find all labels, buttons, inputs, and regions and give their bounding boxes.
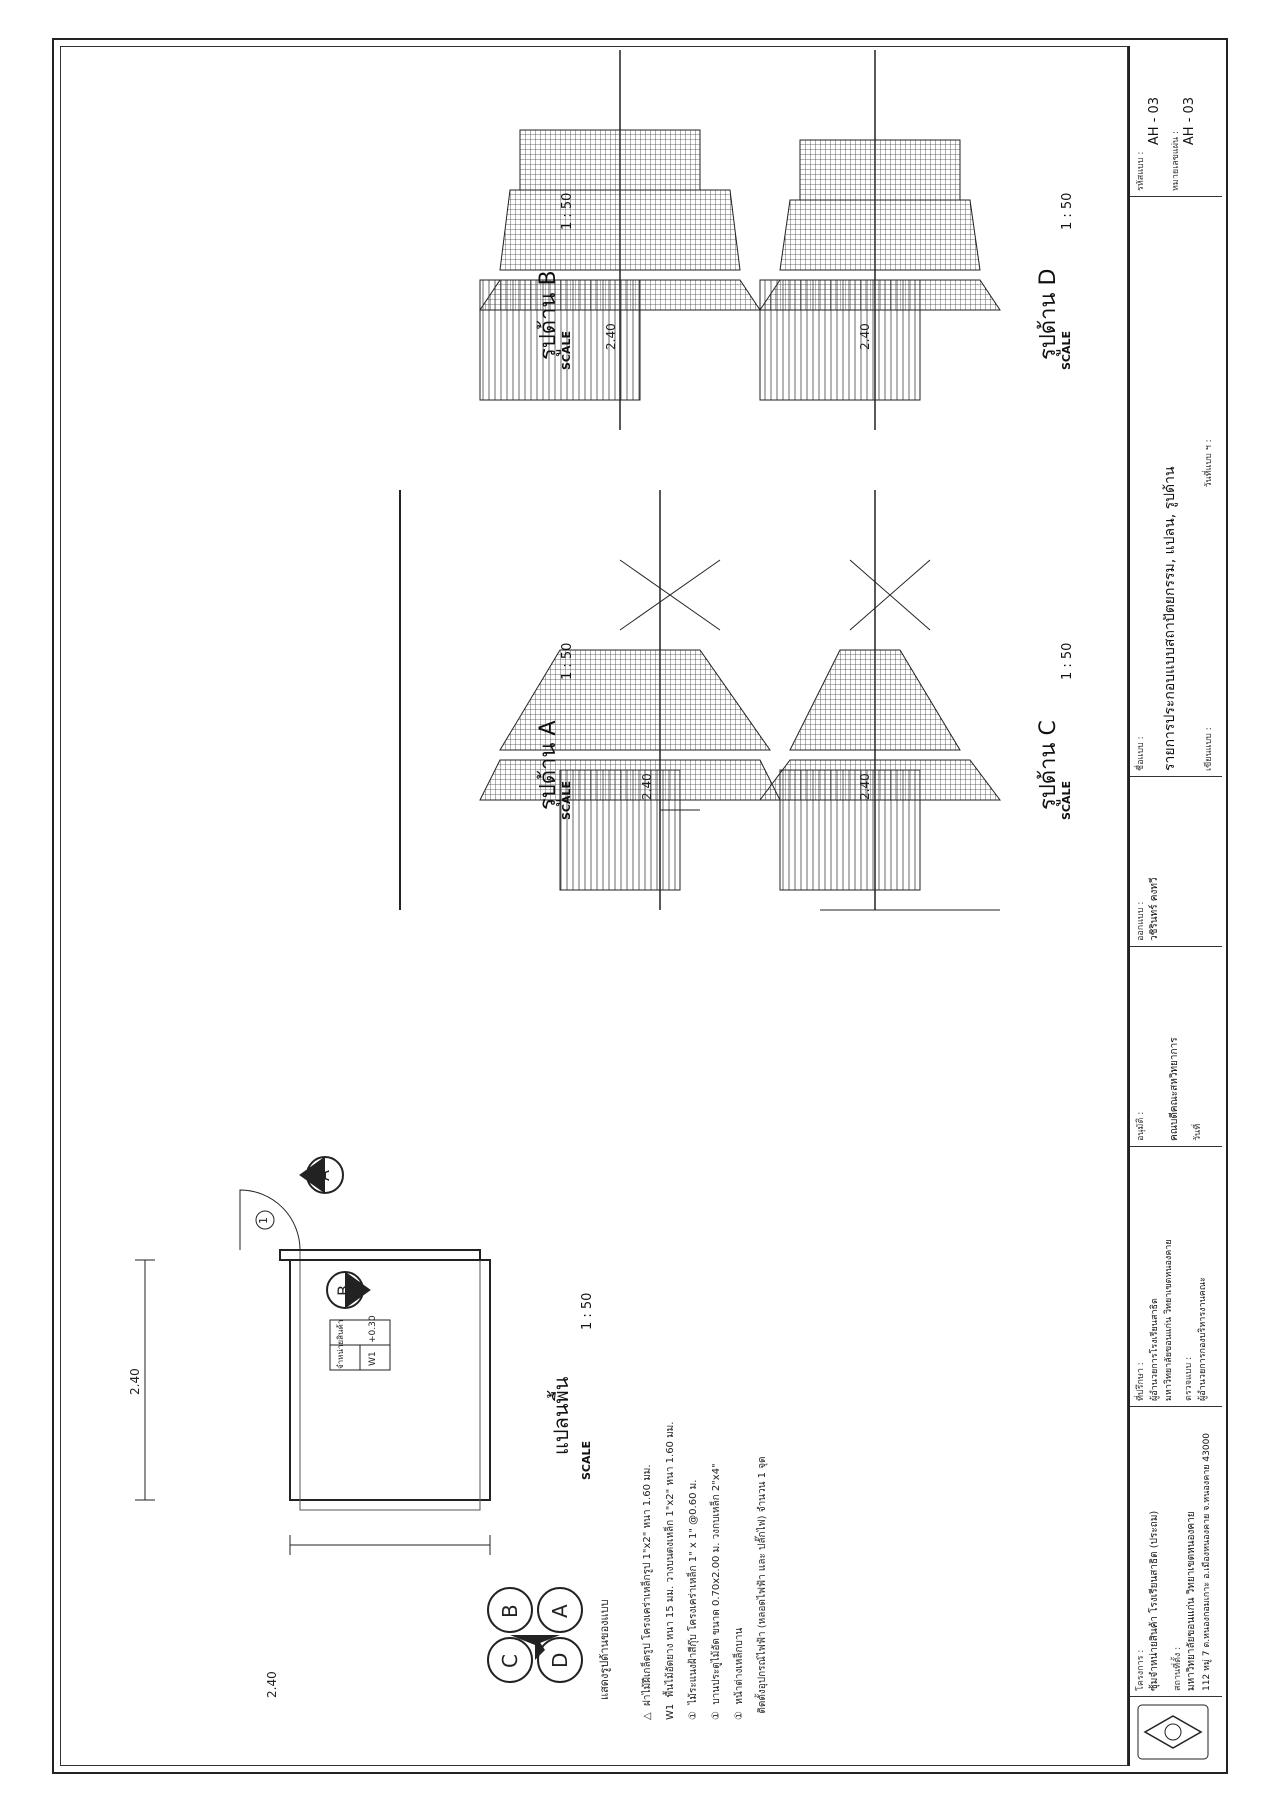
project-value: ซุ้มจำหน่ายสินค้า โรงเรียนสาธิต (ประถม) — [1149, 1510, 1160, 1691]
note-item: ติดตั้งอุปกรณ์ไฟฟ้า (หลอดไฟฟ้า และ ปลั๊กไฟ) จำนวน 1 จุด — [757, 1456, 768, 1714]
checkdate-label: วันที่แบบ ฯ : — [1204, 439, 1214, 488]
elevation-b-scale-label: SCALE — [560, 330, 573, 370]
code-label: รหัสแบบ : — [1136, 151, 1146, 191]
elevation-a-title: รูปด้าน A — [536, 720, 561, 810]
designer-cell — [1130, 776, 1222, 946]
advisor-cell — [1130, 1146, 1222, 1406]
university-seal-icon — [1133, 1703, 1213, 1761]
title-block — [1128, 46, 1220, 1766]
drawer-label: เขียนแบบ : — [1204, 727, 1214, 771]
floor-plan — [135, 1157, 490, 1555]
plan-marker-a: A — [314, 1170, 333, 1181]
designer-label: ออกแบบ : — [1136, 901, 1146, 941]
plan-marker-b: B — [334, 1285, 353, 1296]
plan-scale-value: 1 : 50 — [580, 1292, 595, 1330]
plan-title: แปลนพื้น — [549, 1376, 573, 1455]
note-item: ① ไม้ระแนงฝ้าสีกุ๊บ โครงเคร่าเหล็ก 1" x 1" @0.60 ม. — [688, 1479, 699, 1720]
designer-value: วชิรินทร์ คงทวี — [1149, 877, 1160, 941]
elevation-b-drawing — [480, 50, 760, 430]
sheet-no-value: AH - 03 — [1182, 96, 1197, 146]
elevation-a-scale-label: SCALE — [560, 780, 573, 820]
address-value: 112 หมู่ 7 ต.หนองกอมเกาะ อ.เมืองหนองคาย จ.หนองคาย 43000 — [1202, 1432, 1212, 1691]
plan-dim-top: 2.40 — [128, 1368, 142, 1395]
note-item: △ ฝาไม้ฝีเกล็ดรูป โครงเคร่าเหล็กรูป 1"x2" หนา 1.60 มม. — [642, 1464, 653, 1720]
advisor-value: ผู้อำนวยการโรงเรียนสาธิต — [1150, 1298, 1160, 1401]
sheet-no-label: หมายเลขแผ่น : — [1171, 130, 1181, 191]
sheet-title-cell — [1130, 196, 1222, 776]
plan-scale-label: SCALE — [580, 1440, 593, 1480]
note-item: ① บานประตูไม้อัด ขนาด 0.70x2.00 ม. วงกบเหล็ก 2"x4" — [711, 1463, 722, 1720]
elevation-b-title: รูปด้าน B — [536, 270, 561, 360]
elevation-d-scale-value: 1 : 50 — [1060, 192, 1075, 230]
key-letter-a: A — [548, 1604, 572, 1618]
note-item: W1 พื้นไม้อัดยาง หนา 15 มม. วางบนตงเหล็ก 1"x2" หนา 1.60 มม. — [665, 1421, 676, 1720]
code-value: AH - 03 — [1147, 96, 1162, 146]
key-letter-d: D — [548, 1652, 572, 1668]
advisor-org: มหาวิทยาลัยขอนแก่น วิทยาเขตหนองคาย — [1164, 1239, 1174, 1401]
location-value: มหาวิทยาลัยขอนแก่น วิทยาเขตหนองคาย — [1186, 1511, 1197, 1691]
logo-cell — [1130, 1696, 1222, 1766]
project-label: โครงการ : — [1136, 1649, 1146, 1691]
project-cell — [1130, 1406, 1222, 1696]
elevation-d-drawing — [760, 50, 1000, 430]
key-letter-b: B — [498, 1604, 522, 1618]
location-label: สถานที่ตั้ง : — [1173, 1646, 1183, 1691]
elevation-c-title: รูปด้าน C — [1036, 720, 1061, 810]
room-code: W1 — [368, 1351, 378, 1366]
room-label: จำหน่ายสินค้า — [336, 1319, 345, 1369]
elevation-c-scale-value: 1 : 50 — [1060, 642, 1075, 680]
approve-value: คณบดีคณะสหวิทยาการ — [1169, 1037, 1180, 1141]
key-plan-title: แสดงรูปด้านของแบบ — [598, 1599, 611, 1700]
elevation-b-scale-value: 1 : 50 — [560, 192, 575, 230]
checker-value: ผู้อำนวยการกองบริหารงานคณะ — [1198, 1277, 1208, 1401]
elevation-a-drawing — [400, 490, 780, 910]
elevation-b-dim: 2.40 — [604, 323, 618, 350]
note-item: ① หน้าต่างเหล็กบาน — [734, 1627, 745, 1720]
plan-door-tag: 1 — [257, 1217, 270, 1224]
notes-list — [640, 1421, 778, 1720]
code-cell — [1130, 46, 1222, 196]
elevation-d-scale-label: SCALE — [1060, 330, 1073, 370]
elevation-d-dim: 2.40 — [858, 323, 872, 350]
elevation-d-title: รูปด้าน D — [1036, 268, 1061, 360]
key-letter-c: C — [498, 1654, 522, 1668]
sheet-title-label: ชื่อแบบ : — [1136, 736, 1146, 771]
date-label: วันที่ — [1193, 1123, 1203, 1141]
approve-label: อนุมัติ : — [1136, 1111, 1146, 1141]
room-level: +0.30 — [368, 1315, 378, 1343]
checker-label: ตรวจแบบ : — [1184, 1356, 1194, 1401]
elevation-a-dim: 2.40 — [640, 773, 654, 800]
elevation-a-scale-value: 1 : 50 — [560, 642, 575, 680]
elevation-c-scale-label: SCALE — [1060, 780, 1073, 820]
plan-dim-left: 2.40 — [265, 1671, 279, 1698]
approve-cell — [1130, 946, 1222, 1146]
elevation-c-drawing — [760, 490, 1000, 910]
advisor-label: ที่ปรึกษา : — [1136, 1362, 1146, 1401]
elevation-c-dim: 2.40 — [858, 773, 872, 800]
sheet-title-value: รายการประกอบแบบสถาปัตยกรรม, แปลน, รูปด้าน — [1162, 466, 1178, 771]
